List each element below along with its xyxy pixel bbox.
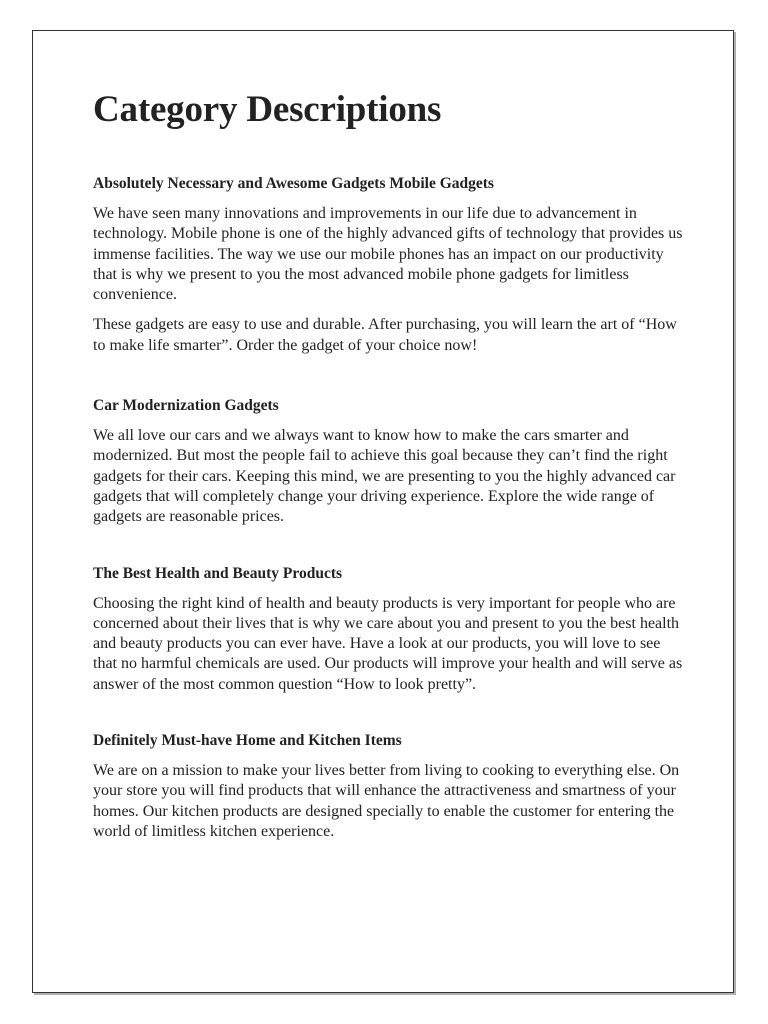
section-home-kitchen [93,731,683,842]
section-heading: Car Modernization Gadgets [93,397,279,415]
section-heading: The Best Health and Beauty Products [93,564,343,582]
section-heading: Definitely Must-have Home and Kitchen Items [93,732,402,750]
document-content [93,88,683,878]
section-paragraph: We all love our cars and we always want to know how to make the cars smarter and modernized. But most the people fail to achieve this goal because they can’t find the right gadgets for their cars. Keeping this mind, we are presenting to you the highly advanced car gadgets that will completely change your driving experience. Explore the wide range of gadgets are reasonable prices. [93,427,676,526]
section-paragraph: Choosing the right kind of health and beauty products is very important for people who are concerned about their lives that is why we care about you and present to you the best health and beauty products you can ever have. Have a look at our products, you will love to see that no harmful chemicals are used. Our products will improve your health and will serve as answer of the most common question “How to look pretty”. [93,594,683,693]
page-title: Category Descriptions [93,89,442,130]
section-mobile-gadgets [93,174,683,356]
section-paragraph: We are on a mission to make your lives better from living to cooking to everything else. On your store you will find products that will enhance the attractiveness and smartness of your homes. Our kitchen products are designed specially to enable the customer for entering the world of limitless kitchen experience. [93,762,680,840]
section-car-gadgets [93,396,683,527]
section-paragraph: These gadgets are easy to use and durable. After purchasing, you will learn the art of “How to make life smarter”. Order the gadget of your choice now! [93,316,677,354]
section-health-beauty [93,564,683,695]
section-heading: Absolutely Necessary and Awesome Gadgets Mobile Gadgets [93,175,494,192]
section-paragraph: We have seen many innovations and improvements in our life due to advancement in technology. Mobile phone is one of the highly advanced gifts of technology that provides us immense facilities. The way we use our mobile phones has an impact on our productivity that is why we present to you the most advanced mobile phone gadgets for limitless convenience. [93,205,683,304]
